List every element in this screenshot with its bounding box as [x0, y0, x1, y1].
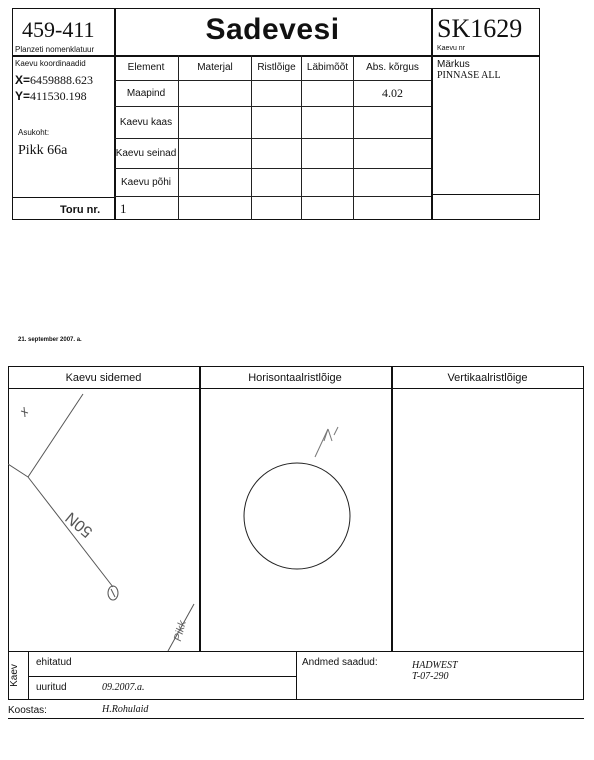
table-cell — [179, 139, 252, 169]
y-coordinate — [15, 89, 87, 104]
table-cell — [302, 107, 354, 139]
column-header: Abs. kõrgus — [354, 55, 431, 81]
divider — [8, 718, 584, 719]
planzet-label: Planzeti nomenklatuur — [15, 45, 95, 54]
table-cell — [179, 169, 252, 197]
column-header: Ristlõige — [252, 55, 302, 81]
divider — [431, 8, 433, 220]
table-cell — [302, 81, 354, 107]
abs-height-value — [354, 107, 431, 139]
x-coord-value: 6459888.623 — [30, 73, 94, 87]
well-number-label: Kaevu nr — [437, 45, 466, 52]
y-coord-value: 411530.198 — [30, 89, 87, 103]
data-source-label: Andmed saadud: — [302, 657, 378, 668]
column-header: Läbimõõt — [302, 55, 354, 81]
column-header: Materjal — [179, 55, 252, 81]
row-element: Kaevu seinad — [114, 139, 179, 169]
table-cell — [252, 81, 302, 107]
kaev-label: Kaev — [8, 664, 20, 687]
abs-height-value: 4.02 — [354, 81, 431, 107]
divider — [391, 366, 393, 652]
column-title-horizontal: Horisontaalristlõige — [248, 372, 342, 384]
well-number: SK1629 — [437, 14, 523, 43]
column-title-vertical: Vertikaalristlõige — [447, 372, 528, 384]
table-cell — [179, 197, 252, 220]
divider — [296, 652, 297, 700]
built-label: ehitatud — [36, 657, 72, 668]
data-source-line2: T-07-290 — [412, 671, 449, 682]
pipe-label: Toru nr. — [60, 204, 101, 216]
table-cell — [252, 107, 302, 139]
divider — [431, 194, 540, 195]
surveyed-value: 09.2007.a. — [102, 682, 145, 693]
divider — [12, 197, 114, 198]
remarks-value: PINNASE ALL — [437, 70, 501, 81]
connections-sketch — [8, 389, 199, 651]
remarks-label: Märkus — [437, 59, 470, 70]
abs-height-value — [354, 139, 431, 169]
sketch-label-street: Pikk — [171, 619, 189, 643]
data-source-line1: HADWEST — [412, 660, 458, 671]
location-value: Pikk 66a — [18, 143, 68, 158]
table-cell — [302, 169, 354, 197]
location-label: Asukoht: — [18, 128, 50, 137]
horizontal-section-sketch — [200, 389, 391, 651]
table-cell — [179, 107, 252, 139]
planzet-code: 459-411 — [22, 17, 95, 42]
compiled-by-label: Koostas: — [8, 705, 47, 716]
abs-height-value — [354, 169, 431, 197]
table-cell — [252, 169, 302, 197]
divider — [28, 676, 296, 677]
y-coord-label: Y= — [15, 89, 31, 103]
element-table — [114, 55, 431, 220]
table-cell — [302, 139, 354, 169]
x-coord-label: X= — [15, 73, 31, 87]
table-cell — [252, 197, 302, 220]
x-coordinate — [15, 73, 93, 88]
sketch-label-distance: 50N — [62, 508, 97, 541]
surveyed-label: uuritud — [36, 682, 67, 693]
compiled-by-value: H.Rohulaid — [102, 704, 149, 715]
coords-label: Kaevu koordinaadid — [15, 59, 86, 68]
column-header: Element — [114, 55, 179, 81]
table-cell — [302, 197, 354, 220]
page-title: Sadevesi — [205, 13, 340, 46]
column-title-connections: Kaevu sidemed — [65, 372, 142, 384]
pipe-value: 1 — [114, 197, 179, 220]
document-date: 21. september 2007. a. — [18, 337, 82, 343]
table-cell — [252, 139, 302, 169]
row-element: Kaevu kaas — [114, 107, 179, 139]
table-cell — [179, 81, 252, 107]
row-element: Maapind — [114, 81, 179, 107]
table-cell — [354, 197, 431, 220]
row-element: Kaevu põhi — [114, 169, 179, 197]
